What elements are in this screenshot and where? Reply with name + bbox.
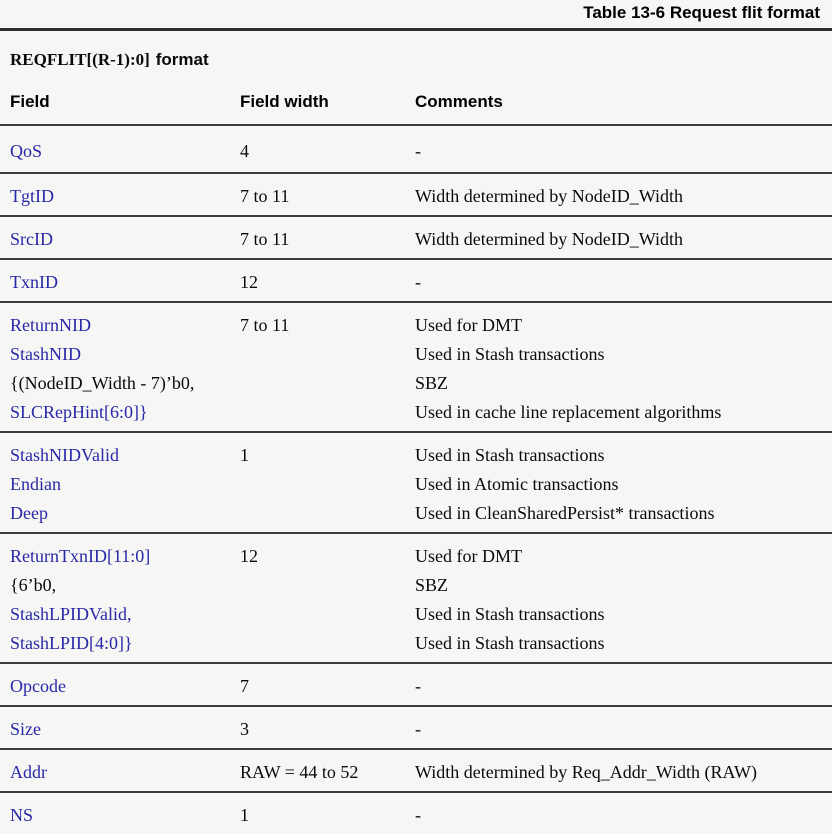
field-width-cell: 7 to 11 bbox=[240, 186, 290, 206]
field-line bbox=[10, 499, 240, 528]
table-row bbox=[0, 662, 832, 705]
comment-line: Used in Stash transactions bbox=[415, 445, 605, 465]
field-link[interactable]: NS bbox=[10, 805, 34, 825]
field-width-cell: 3 bbox=[240, 719, 249, 739]
field-link[interactable]: QoS bbox=[10, 141, 43, 161]
field-line bbox=[10, 542, 240, 571]
field-line bbox=[10, 600, 240, 629]
field-cell bbox=[10, 182, 240, 211]
field-link[interactable]: StashLPID[4:0]} bbox=[10, 633, 133, 653]
comments-cell bbox=[415, 801, 826, 830]
field-line bbox=[10, 369, 240, 398]
comment-line: - bbox=[415, 676, 421, 696]
comment-line: - bbox=[415, 805, 421, 825]
field-cell bbox=[10, 758, 240, 787]
field-cell bbox=[10, 542, 240, 658]
comment-line: - bbox=[415, 272, 421, 292]
field-link[interactable]: StashLPIDValid, bbox=[10, 604, 132, 624]
comment-line: Used in Stash transactions bbox=[415, 344, 605, 364]
comments-cell bbox=[415, 225, 826, 254]
field-link[interactable]: StashNID bbox=[10, 344, 81, 364]
field-cell bbox=[10, 801, 240, 830]
table-row bbox=[0, 532, 832, 662]
comment-line: Used in cache line replacement algorithms bbox=[415, 402, 722, 422]
field-line bbox=[10, 311, 240, 340]
comment-line: - bbox=[415, 719, 421, 739]
comment-line: Used in CleanSharedPersist* transactions bbox=[415, 503, 715, 523]
comments-cell bbox=[415, 268, 826, 297]
field-cell bbox=[10, 137, 240, 166]
comments-cell bbox=[415, 542, 826, 658]
field-link[interactable]: TxnID bbox=[10, 272, 58, 292]
comment-line: Used in Stash transactions bbox=[415, 604, 605, 624]
field-width-cell: 7 to 11 bbox=[240, 315, 290, 335]
table-caption: Table 13-6 Request flit format bbox=[583, 3, 820, 22]
field-link[interactable]: Addr bbox=[10, 762, 47, 782]
field-line bbox=[10, 672, 240, 701]
field-cell bbox=[10, 268, 240, 297]
comments-cell bbox=[415, 672, 826, 701]
table-header-row bbox=[0, 88, 832, 124]
field-link[interactable]: Deep bbox=[10, 503, 48, 523]
field-link[interactable]: ReturnTxnID[11:0] bbox=[10, 546, 151, 566]
comments-cell bbox=[415, 441, 826, 528]
comments-cell bbox=[415, 311, 826, 427]
field-width-cell: 7 to 11 bbox=[240, 229, 290, 249]
field-cell bbox=[10, 715, 240, 744]
field-width-cell: 1 bbox=[240, 445, 249, 465]
comment-line: SBZ bbox=[415, 575, 449, 595]
table-subtitle-rest: format bbox=[155, 50, 209, 69]
table-row bbox=[0, 431, 832, 532]
field-line bbox=[10, 268, 240, 297]
field-link[interactable]: Endian bbox=[10, 474, 61, 494]
field-line bbox=[10, 398, 240, 427]
field-width-cell: 12 bbox=[240, 272, 258, 292]
comment-line: Width determined by Req_Addr_Width (RAW) bbox=[415, 762, 758, 782]
field-width-cell: 1 bbox=[240, 805, 249, 825]
field-line bbox=[10, 801, 240, 830]
comment-line: Width determined by NodeID_Width bbox=[415, 186, 683, 206]
field-line bbox=[10, 182, 240, 211]
column-header-comments: Comments bbox=[415, 92, 503, 111]
table-row bbox=[0, 791, 832, 834]
field-line bbox=[10, 137, 240, 166]
comment-line: Used in Stash transactions bbox=[415, 633, 605, 653]
table-row bbox=[0, 258, 832, 301]
field-link[interactable]: TgtID bbox=[10, 186, 54, 206]
field-width-cell: 12 bbox=[240, 546, 258, 566]
field-literal: {6’b0, bbox=[10, 575, 57, 595]
field-width-cell: 4 bbox=[240, 141, 249, 161]
comments-cell bbox=[415, 758, 826, 787]
column-header-field-width: Field width bbox=[240, 92, 329, 111]
comment-line: Used for DMT bbox=[415, 546, 522, 566]
field-link[interactable]: Size bbox=[10, 719, 41, 739]
field-cell bbox=[10, 311, 240, 427]
field-line bbox=[10, 715, 240, 744]
table-row bbox=[0, 172, 832, 215]
table-subtitle-code: REQFLIT[(R-1):0] bbox=[10, 50, 150, 69]
comments-cell bbox=[415, 182, 826, 211]
table-row bbox=[0, 705, 832, 748]
comment-line: - bbox=[415, 141, 421, 161]
field-link[interactable]: ReturnNID bbox=[10, 315, 91, 335]
field-line bbox=[10, 225, 240, 254]
field-line bbox=[10, 470, 240, 499]
comment-line: Width determined by NodeID_Width bbox=[415, 229, 683, 249]
table-subtitle bbox=[0, 31, 832, 88]
column-header-field: Field bbox=[10, 92, 50, 111]
comment-line: SBZ bbox=[415, 373, 449, 393]
field-line bbox=[10, 340, 240, 369]
table-row bbox=[0, 215, 832, 258]
field-line bbox=[10, 758, 240, 787]
field-link[interactable]: SLCRepHint[6:0]} bbox=[10, 402, 148, 422]
comments-cell bbox=[415, 137, 826, 166]
field-link[interactable]: Opcode bbox=[10, 676, 66, 696]
field-cell bbox=[10, 225, 240, 254]
field-link[interactable]: SrcID bbox=[10, 229, 53, 249]
field-cell bbox=[10, 441, 240, 528]
field-width-cell: 7 bbox=[240, 676, 249, 696]
field-literal: {(NodeID_Width - 7)’b0, bbox=[10, 373, 195, 393]
field-line bbox=[10, 629, 240, 658]
comment-line: Used in Atomic transactions bbox=[415, 474, 619, 494]
field-cell bbox=[10, 672, 240, 701]
table-row bbox=[0, 748, 832, 791]
table-row bbox=[0, 124, 832, 172]
comment-line: Used for DMT bbox=[415, 315, 522, 335]
field-link[interactable]: StashNIDValid bbox=[10, 445, 119, 465]
field-width-cell: RAW = 44 to 52 bbox=[240, 762, 359, 782]
comments-cell bbox=[415, 715, 826, 744]
table-body bbox=[0, 124, 832, 834]
table-row bbox=[0, 301, 832, 431]
field-line bbox=[10, 441, 240, 470]
field-line bbox=[10, 571, 240, 600]
